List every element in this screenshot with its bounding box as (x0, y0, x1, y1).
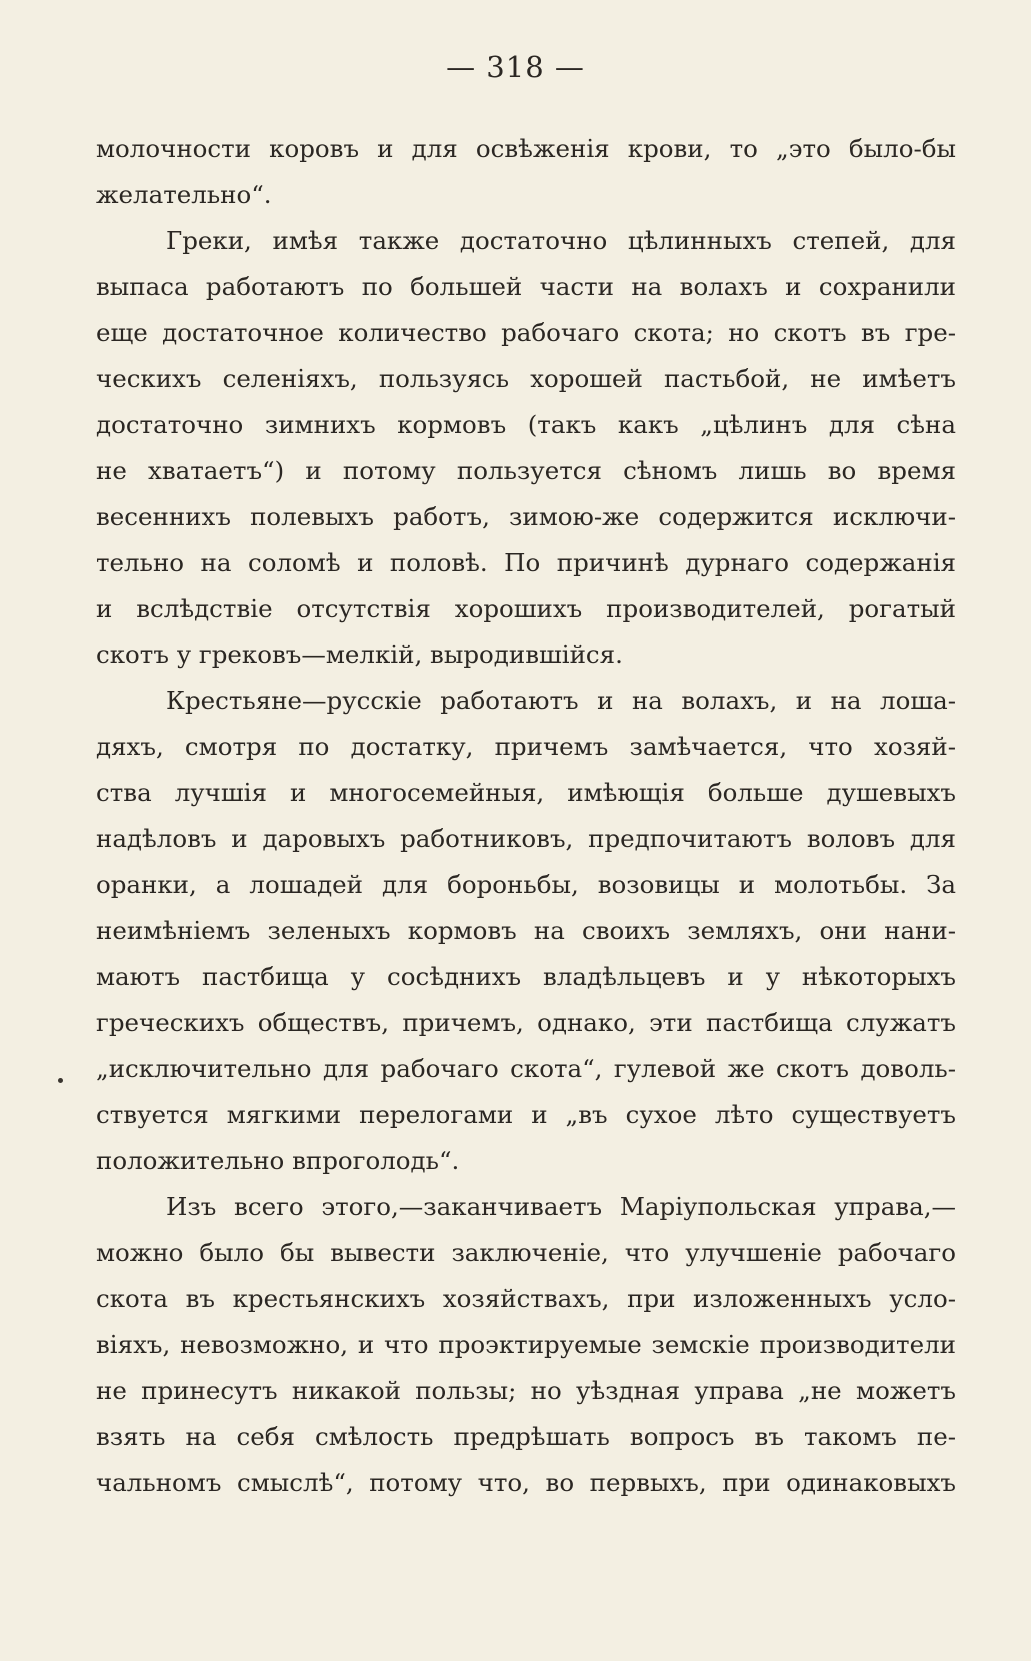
text-line: „исключительно для рабочаго скота“, гулевой же скотъ доволь- (96, 1054, 956, 1083)
body-text (96, 126, 956, 1506)
text-line: оранки, а лошадей для бороньбы, возовицы и молотьбы. За (96, 870, 956, 899)
margin-ink-dot (58, 1078, 63, 1083)
text-line: ства лучшія и многосемейныя, имѣющія больше душевыхъ (96, 778, 956, 807)
text-line: дяхъ, смотря по достатку, причемъ замѣчается, что хозяй- (96, 732, 956, 761)
text-line: греческихъ обществъ, причемъ, однако, эти пастбища служатъ (96, 1008, 956, 1037)
text-line: молочности коровъ и для освѣженія крови, то „это было-бы (96, 134, 956, 163)
text-line: положительно впроголодь“. (96, 1146, 460, 1175)
text-line: ческихъ селеніяхъ, пользуясь хорошей пастьбой, не имѣетъ (96, 364, 956, 393)
text-line: віяхъ, невозможно, и что проэктируемые земскіе производители (96, 1330, 956, 1359)
text-line: ствуется мягкими перелогами и „въ сухое лѣто существуетъ (96, 1100, 956, 1129)
text-line: достаточно зимнихъ кормовъ (такъ какъ „цѣлинъ для сѣна (96, 410, 956, 439)
text-line: Греки, имѣя также достаточно цѣлинныхъ степей, для (166, 226, 956, 255)
text-line: не принесутъ никакой пользы; но уѣздная управа „не можетъ (96, 1376, 956, 1405)
text-line: неимѣніемъ зеленыхъ кормовъ на своихъ земляхъ, они нани- (96, 916, 956, 945)
text-line: можно было бы вывести заключеніе, что улучшеніе рабочаго (96, 1238, 956, 1267)
text-line: Изъ всего этого,—заканчиваетъ Маріупольская управа,— (166, 1192, 956, 1221)
page-number: — 318 — (446, 50, 585, 84)
text-line: надѣловъ и даровыхъ работниковъ, предпочитаютъ воловъ для (96, 824, 956, 853)
text-line: выпаса работаютъ по большей части на волахъ и сохранили (96, 272, 956, 301)
text-line: и вслѣдствіе отсутствія хорошихъ производителей, рогатый (96, 594, 956, 623)
text-line: еще достаточное количество рабочаго скота; но скотъ въ гре- (96, 318, 956, 347)
text-line: тельно на соломѣ и половѣ. По причинѣ дурнаго содержанія (96, 548, 956, 577)
text-line: маютъ пастбища у сосѣднихъ владѣльцевъ и у нѣкоторыхъ (96, 962, 956, 991)
text-line: не хватаетъ“) и потому пользуется сѣномъ лишь во время (96, 456, 956, 485)
text-line: скотъ у грековъ—мелкій, выродившійся. (96, 640, 623, 669)
text-line: скота въ крестьянскихъ хозяйствахъ, при изложенныхъ усло- (96, 1284, 956, 1313)
text-line: Крестьяне—русскіе работаютъ и на волахъ, и на лоша- (166, 686, 956, 715)
text-line: весеннихъ полевыхъ работъ, зимою-же содержится исключи- (96, 502, 956, 531)
text-line: желательно“. (96, 180, 272, 209)
text-line: взять на себя смѣлость предрѣшать вопросъ въ такомъ пе- (96, 1422, 956, 1451)
text-line: чальномъ смыслѣ“, потому что, во первыхъ, при одинаковыхъ (96, 1468, 956, 1497)
